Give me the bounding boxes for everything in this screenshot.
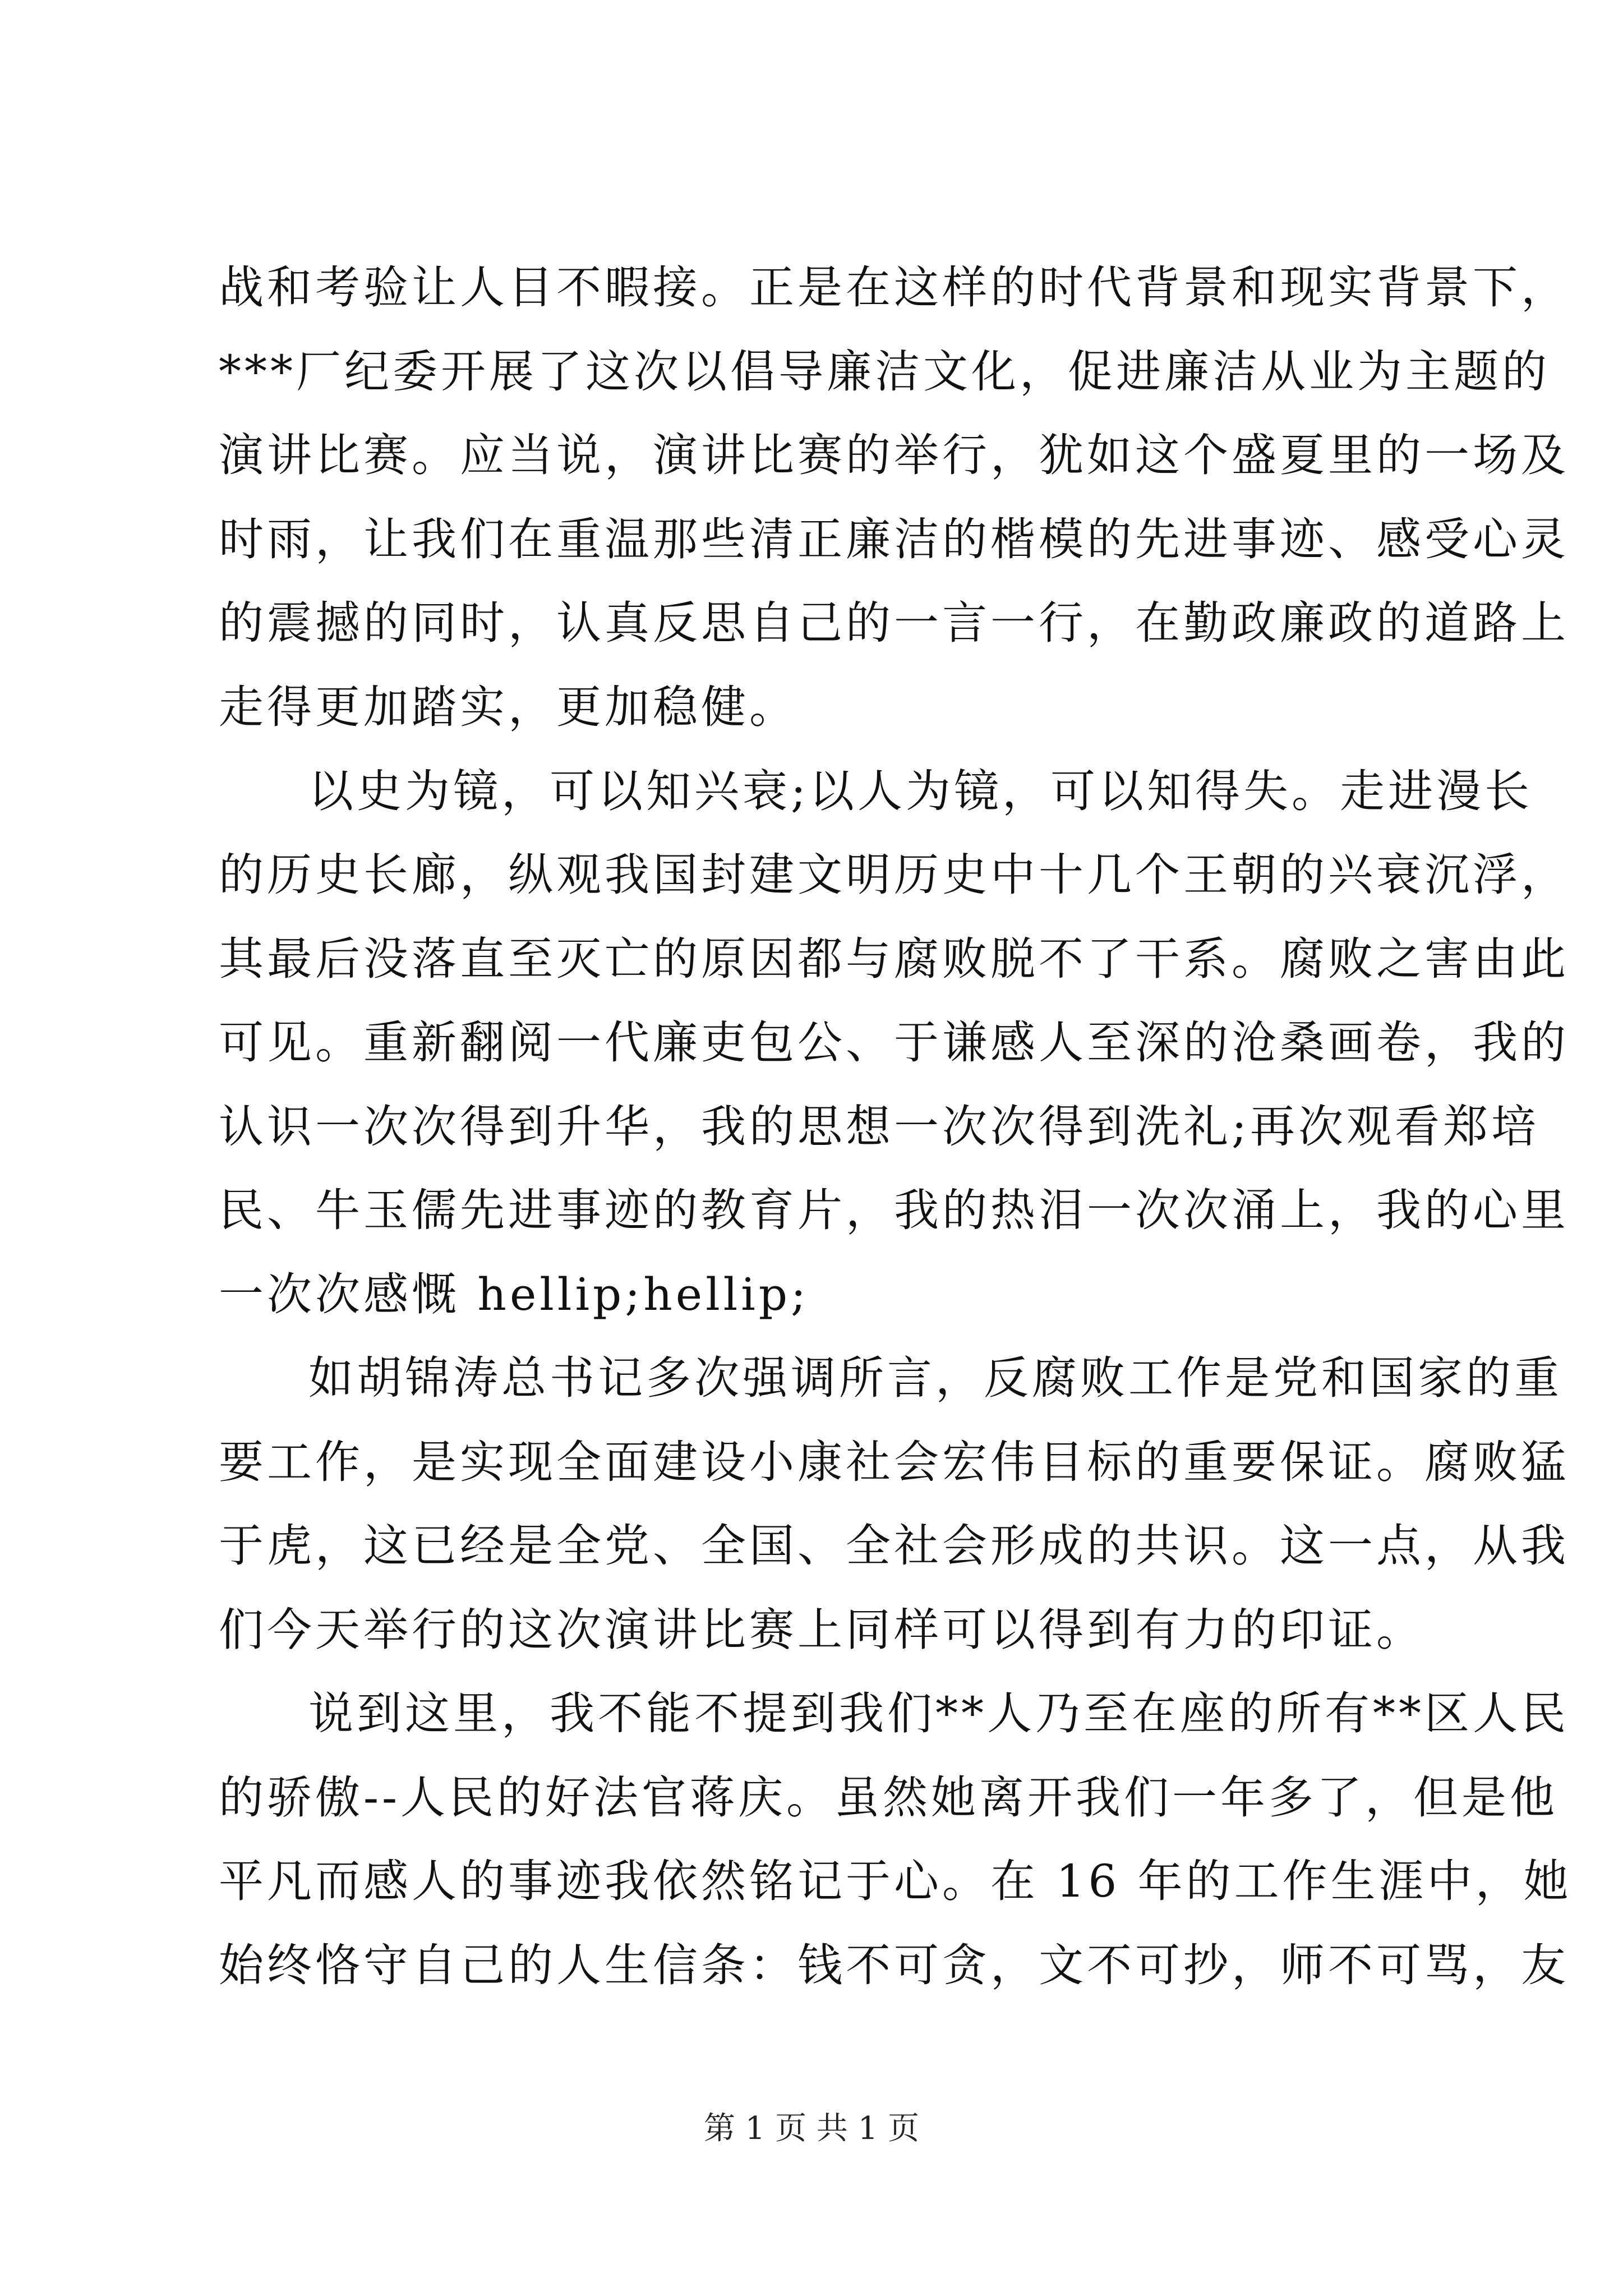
text-line: 说到这里，我不能不提到我们**人乃至在座的所有**区人民	[308, 1687, 1569, 1740]
text-line: 于虎，这已经是全党、全国、全社会形成的共识。这一点，从我	[219, 1520, 1569, 1572]
text-line: 们今天举行的这次演讲比赛上同样可以得到有力的印证。	[219, 1604, 1424, 1656]
text-line: 可见。重新翻阅一代廉吏包公、于谦感人至深的沧桑画卷，我的	[219, 1016, 1569, 1069]
text-line: 的历史长廊，纵观我国封建文明历史中十几个王朝的兴衰沉浮，	[219, 849, 1569, 901]
text-line: 一次次感慨 hellip;hellip;	[219, 1268, 810, 1320]
text-line: 认识一次次得到升华，我的思想一次次得到洗礼;再次观看郑培	[219, 1101, 1539, 1153]
page-number-footer: 第 1 页 共 1 页	[703, 2110, 920, 2147]
text-line: 平凡而感人的事迹我依然铭记于心。在 16 年的工作生涯中，她	[219, 1855, 1572, 1907]
text-line: ***厂纪委开展了这次以倡导廉洁文化，促进廉洁从业为主题的	[219, 346, 1550, 398]
text-line: 战和考验让人目不暇接。正是在这样的时代背景和现实背景下，	[219, 261, 1569, 314]
text-line: 以史为镜，可以知兴衰;以人为镜，可以知得失。走进漫长	[308, 765, 1533, 817]
text-line: 民、牛玉儒先进事迹的教育片，我的热泪一次次涌上，我的心里	[219, 1184, 1569, 1236]
text-line: 演讲比赛。应当说，演讲比赛的举行，犹如这个盛夏里的一场及	[219, 429, 1569, 481]
text-line: 始终恪守自己的人生信条：钱不可贪，文不可抄，师不可骂，友	[219, 1939, 1569, 1991]
text-line: 如胡锦涛总书记多次强调所言，反腐败工作是党和国家的重	[308, 1352, 1562, 1404]
text-line: 时雨，让我们在重温那些清正廉洁的楷模的先进事迹、感受心灵	[219, 513, 1569, 565]
text-line: 其最后没落直至灭亡的原因都与腐败脱不了干系。腐败之害由此	[219, 933, 1569, 985]
text-line: 要工作，是实现全面建设小康社会宏伟目标的重要保证。腐败猛	[219, 1436, 1569, 1488]
text-line: 走得更加踏实，更加稳健。	[219, 681, 797, 733]
text-line: 的震撼的同时，认真反思自己的一言一行，在勤政廉政的道路上	[219, 597, 1569, 649]
text-line: 的骄傲--人民的好法官蒋庆。虽然她离开我们一年多了，但是他	[219, 1772, 1559, 1824]
